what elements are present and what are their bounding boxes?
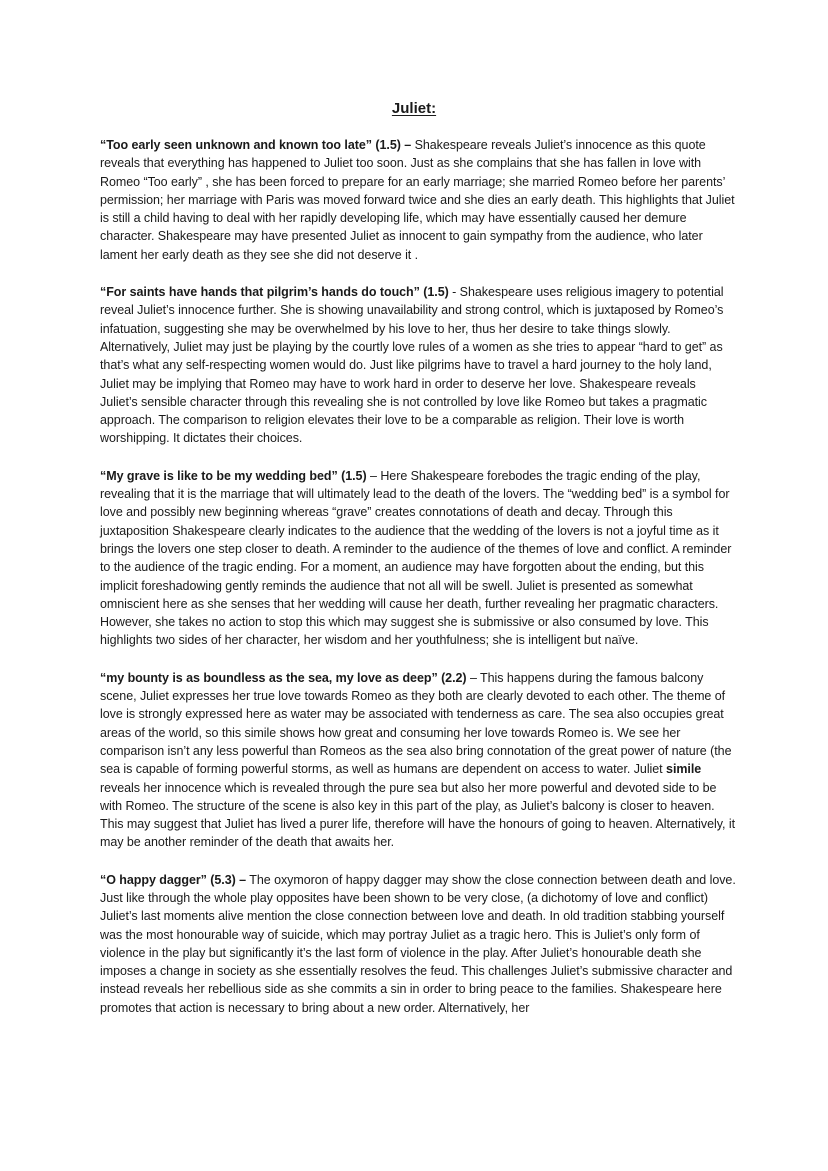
analysis-happy-dagger: The oxymoron of happy dagger may show the close connection between death and love. Just like through the whole play opposites have been shown to be very close, (a dichotomy of love and conflict) Juliet’s last moments alive mention the close connection between love and death. In old tradition stabbing yourself was the most honourable way of suicide, which may portray Juliet as a tragic hero. This is Juliet’s only form of violence in the play but significantly it’s the last form of violence in the play. After Juliet’s honourable death she imposes a change in society as she essentially resolves the feud. This challenges Juliet’s submissive character and instead reveals her rebellious side as she commits a sin in order to bring peace to the families. Shakespeare here promotes that action is necessary to bring about a new order. Alternatively, her bbox=[100, 872, 736, 1015]
quote-grave-wedding-bed: “My grave is like to be my wedding bed” (1.5) bbox=[100, 468, 367, 483]
analysis-bounty-part-2: reveals her innocence which is revealed through the pure sea but also her more powerful and devoted side to be with Romeo. The structure of the scene is also key in this part of the play, as Juliet’s balcony is closer to heaven. This may suggest that Juliet has lived a purer life, therefore will have the honours of going to heaven. Alternatively, it may be another reminder of the death that awaits her. bbox=[100, 780, 735, 850]
analysis-saints-hands: - Shakespeare uses religious imagery to potential reveal Juliet’s innocence further. She is showing unavailability and strong control, which is juxtaposed by Romeo’s infatuation, suggesting she may be overwhelmed by his love to her, thus her desire to take things slowly. Alternatively, Juliet may just be playing by the courtly love rules of a women as she tries to appear “hard to get” as that’s what any self-respecting women would do. Just like pilgrims have to travel a hard journey to the holy land, Juliet may be implying that Romeo may have to work hard in order to deserve her love. Shakespeare reveals Juliet’s sensible character through this revealing she is not controlled by love like Romeo but takes a pragmatic approach. The comparison to religion elevates their love to be a comparable as religion. Their love is worth worshipping. It dictates their choices. bbox=[100, 285, 724, 446]
paragraph-saints-hands bbox=[100, 283, 736, 448]
quote-too-early: “Too early seen unknown and known too late” (1.5) – bbox=[100, 138, 412, 152]
paragraph-grave-wedding-bed bbox=[100, 467, 736, 650]
analysis-too-early: Shakespeare reveals Juliet’s innocence as this quote reveals that everything has happened to Juliet too soon. Just as she complains that she has fallen in love with Romeo “Too early” , she has been forced to prepare for an early marriage; she married Romeo before her parents’ permission; her marriage with Paris was moved forward twice and she dies an early death. This highlights that Juliet is still a child having to deal with her rapidly developing life, which may have essentially caused her demure character. Shakespeare may have presented Juliet as innocent to gain sympathy from the audience, who later lament her early death as they see she did not deserve it . bbox=[100, 138, 735, 262]
paragraph-too-early bbox=[100, 136, 736, 264]
document-body bbox=[100, 136, 736, 1036]
quote-saints-hands: “For saints have hands that pilgrim’s hands do touch” (1.5) bbox=[100, 285, 449, 300]
quote-bounty-boundless: “my bounty is as boundless as the sea, my love as deep” (2.2) bbox=[100, 670, 467, 685]
quote-happy-dagger: “O happy dagger” (5.3) – bbox=[100, 872, 247, 887]
analysis-grave-wedding-bed: – Here Shakespeare forebodes the tragic ending of the play, revealing that it is the marriage that will ultimately lead to the death of the lovers. The “wedding bed” is a symbol for love and possibly new beginning whereas “grave” creates connotations of death and decay. Through this juxtaposition Shakespeare clearly indicates to the audience that the wedding of the lovers is not a joyful time as it brings the lovers one step closer to death. A reminder to the audience of the themes of love and conflict. A reminder to the audience of the tragic ending. For a moment, an audience may have forgotten about the ending, but this implicit foreshadowing gently reminds the audience that not all will be swell. Juliet is presented as somewhat omniscient here as she senses that her wedding will cause her death, further revealing her pragmatic characters. However, she takes no action to stop this which may suggest she is submissive or also consumed by love. This highlights two sides of her character, her wisdom and her youthfulness; she is intelligent but naïve. bbox=[100, 468, 732, 648]
page-title: Juliet: bbox=[391, 100, 437, 117]
analysis-bounty-part-1: – This happens during the famous balcony scene, Juliet expresses her true love towards Romeo as they both are clearly devoted to each other. The theme of love is strongly expressed here as water may be associated with tenderness as care. The sea also occupies great areas of the world, so this simile shows how great and consuming her love towards Romeo is. We see her comparison isn’t any less powerful than Romeos as the sea also bring connotation of the great power of nature (the sea is capable of forming powerful storms, as well as humans are dependent on access to water. Juliet bbox=[100, 670, 732, 777]
paragraph-bounty-boundless bbox=[100, 669, 736, 852]
paragraph-happy-dagger bbox=[100, 871, 736, 1017]
bold-word-simile: simile bbox=[666, 762, 702, 777]
